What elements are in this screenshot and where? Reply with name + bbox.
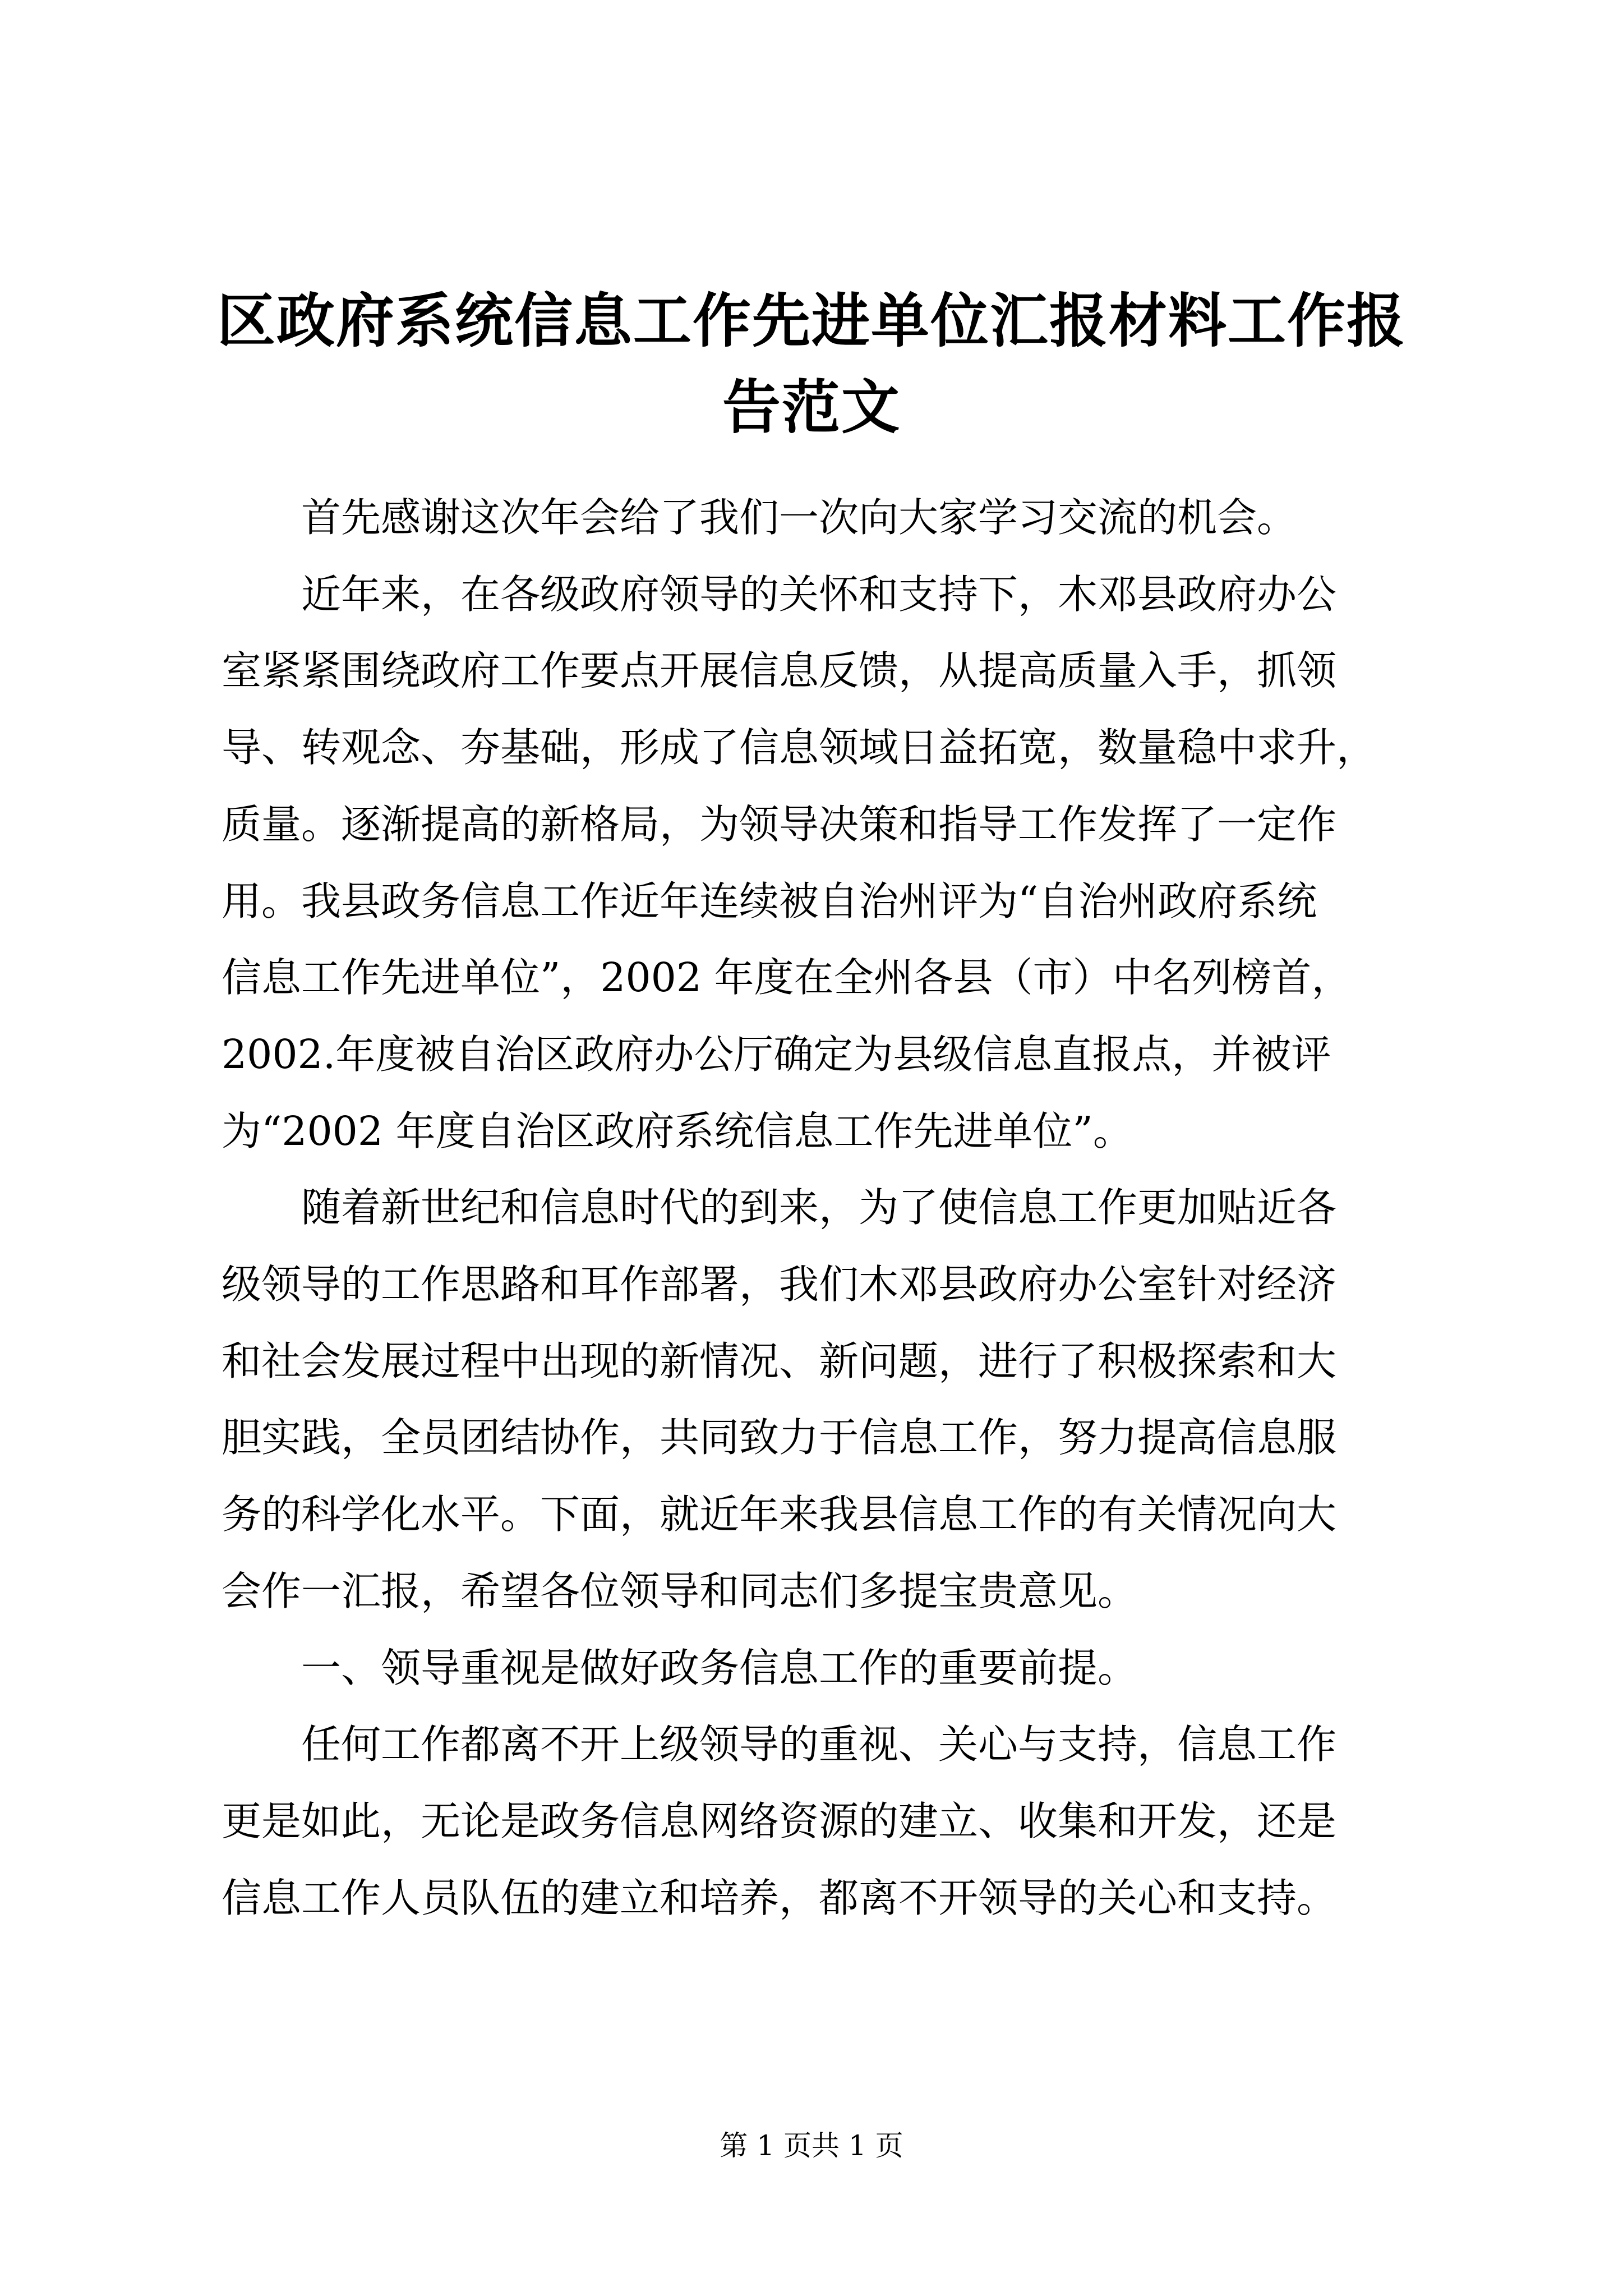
page-footer — [0, 2126, 1623, 2165]
page-total: 共 1 页 — [811, 2129, 903, 2162]
document-title: 区政府系统信息工作先进单位汇报材料工作报 告范文 — [216, 286, 1406, 441]
document-body — [222, 480, 1430, 1936]
section-heading-1: 一、领导重视是做好政务信息工作的重要前提。 — [301, 1644, 1138, 1691]
paragraph-practice: 随着新世纪和信息时代的到来，为了使信息工作更加贴近各 级领导的工作思路和耳作部署，我们木邓县政府办公室针对经济 和社会发展过程中出现的新情况、新问题，进行了积极探索和大 胆实践，全员团结协作，共同致力于信息工作，努力提高信息服 务的科学化水平。下面，就近年来我县信息工作的有关情况向大 会作一汇报，希望各位领导和同志们多提宝贵意见。 — [222, 1184, 1337, 1614]
paragraph-leadership: 任何工作都离不开上级领导的重视、关心与支持，信息工作 更是如此，无论是政务信息网络资源的建立、收集和开发，还是 信息工作人员队伍的建立和培养，都离不开领导的关心和支持。 — [222, 1721, 1337, 1921]
page-number: 第 1 页 — [720, 2129, 811, 2162]
paragraph-opening: 首先感谢这次年会给了我们一次向大家学习交流的机会。 — [301, 494, 1297, 541]
paragraph-background: 近年来，在各级政府领导的关怀和支持下，木邓县政府办公 室紧紧围绕政府工作要点开展信息反馈，从提高质量入手，抓领 导、转观念、夯基础，形成了信息领域日益拓宽，数量稳中求升， 质量。逐渐提高的新格局，为领导决策和指导工作发挥了一定作 用。我县政务信息工作近年连续被自治州评为“自治州政府系统 信息工作先进单位”，2002 年度在全州各县（市）中名列榜首， 2002.年度被自治区政府办公厅确定为县级信息直报点，并被评 为“2002 年度自治区政府系统信息工作先进单位”。 — [222, 570, 1377, 1154]
